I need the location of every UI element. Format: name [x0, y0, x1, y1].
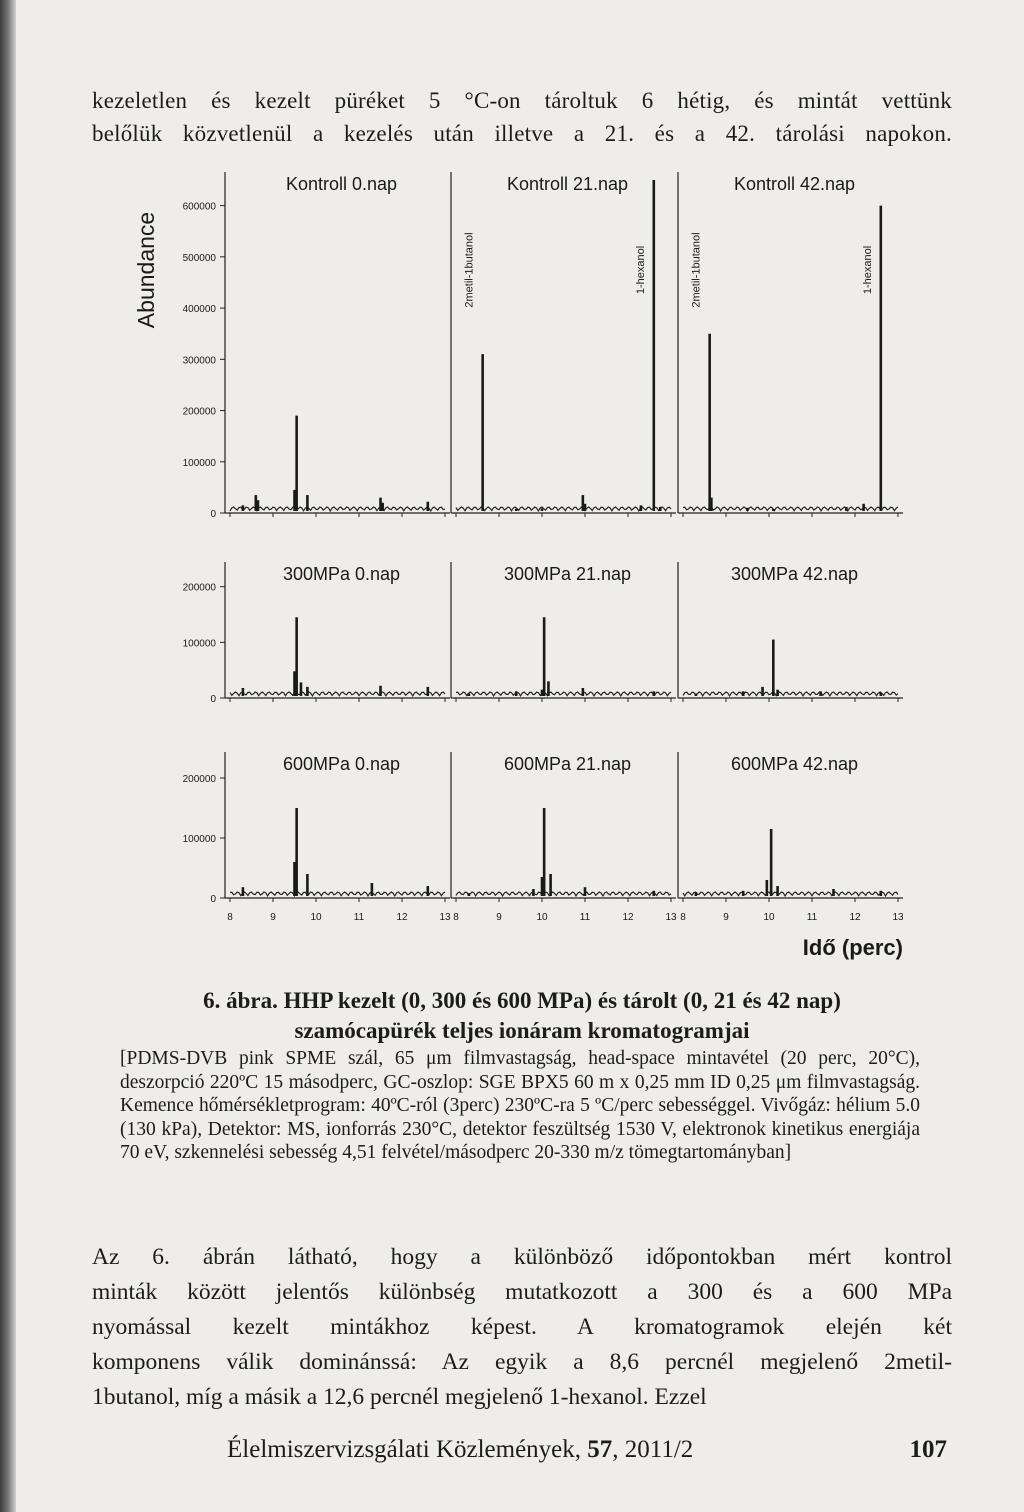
panel-title: 600MPa 0.nap [282, 754, 401, 774]
chromatogram-baseline [683, 507, 898, 511]
page-number: 107 [909, 1436, 947, 1463]
x-tick-label: 8 [227, 912, 233, 923]
y-tick-label: 600000 [182, 201, 216, 213]
chromatogram-baseline [230, 692, 445, 696]
peak-annotation: 2metil-1butanol [463, 232, 476, 308]
x-tick-label: 10 [310, 912, 322, 923]
x-tick-label: 13 [892, 912, 904, 923]
x-tick-label: 11 [579, 912, 591, 923]
x-tick-label: 10 [536, 912, 548, 923]
page-binding-edge [0, 0, 16, 1512]
figure-caption-body: [PDMS-DVB pink SPME szál, 65 μm filmvastagság, head-space mintavétel (20 perc, 20°C), deszorpció 220ºC 15 másodperc, GC-oszlop: SGE BPX5 60 m x 0,25 mm ID 0,25 μm filmvastagság. Kemence hőmérsékletprogram: 40ºC-ról (3perc) 230ºC-ra 5 ºC/perc sebességgel. Vivőgáz: hélium 5.0 (130 kPa), Detektor: MS, ionforrás 230°C, detektor feszültség 1530 V, elektronok kinetikus energiája 70 eV, szkennelési sebesség 4,51 felvétel/másodperc 20-330 m/z tömegtartományban] [120, 1048, 920, 1163]
y-tick-label: 0 [210, 694, 216, 705]
x-tick-label: 8 [453, 912, 459, 923]
x-tick-label: 12 [396, 912, 408, 923]
y-tick-label: 500000 [182, 252, 216, 264]
body-line: nyomással kezelt mintákhoz képest. A kromatogramok elején két [92, 1314, 952, 1340]
panel-title: 600MPa 42.nap [730, 754, 859, 774]
body-line: komponens válik dominánssá: Az egyik a 8,6 percnél megjelenő 2metil- [92, 1349, 952, 1375]
x-tick-label: 8 [680, 912, 686, 923]
peak-annotation: 1-hexanol [861, 245, 874, 295]
x-tick-label: 9 [496, 912, 502, 923]
panel-title: Kontroll 21.nap [506, 174, 629, 194]
journal-citation [227, 1436, 693, 1464]
x-tick-label: 12 [622, 912, 634, 923]
y-tick-label: 200000 [182, 406, 216, 418]
chromatogram-baseline [456, 892, 671, 896]
chromatogram-baseline [456, 507, 671, 511]
y-tick-label: 0 [210, 509, 216, 520]
caption-title-line: szamócapürék teljes ionáram kromatogramjai [294, 1018, 750, 1043]
body-line: 1butanol, míg a másik a 12,6 percnél megjelenő 1-hexanol. Ezzel [92, 1384, 707, 1410]
body-paragraph [92, 1240, 952, 1415]
intro-line: belőlük közvetlenül a kezelés után illetve a 21. és a 42. tárolási napokon. [92, 121, 952, 146]
y-tick-label: 300000 [182, 355, 216, 367]
y-tick-label: 200000 [182, 774, 216, 785]
figure-caption-title [92, 986, 952, 1046]
body-line: Az 6. ábrán látható, hogy a különböző időpontokban mért kontrol [92, 1244, 952, 1270]
body-line: minták között jelentős különbség mutatkozott a 300 és a 600 MPa [92, 1279, 952, 1305]
intro-line: kezeletlen és kezelt püréket 5 °C-on tároltuk 6 hétig, és mintát vettünk [92, 88, 952, 113]
x-tick-label: 11 [806, 912, 818, 923]
journal-issue: , 2011/2 [612, 1436, 694, 1463]
x-tick-label: 13 [665, 912, 677, 923]
chromatogram-baseline [230, 892, 445, 896]
y-tick-label: 0 [210, 894, 216, 905]
y-tick-label: 100000 [182, 457, 216, 469]
panel-title: Kontroll 42.nap [733, 174, 856, 194]
caption-title-line: 6. ábra. HHP kezelt (0, 300 és 600 MPa) és tárolt (0, 21 és 42 nap) [203, 988, 841, 1013]
y-axis-title: Abundance [133, 211, 159, 329]
y-tick-label: 100000 [182, 638, 216, 650]
x-tick-label: 11 [353, 912, 365, 923]
chromatogram-baseline [683, 892, 898, 896]
x-tick-label: 13 [439, 912, 451, 923]
chromatogram-baseline [683, 692, 898, 696]
x-tick-label: 12 [849, 912, 861, 923]
x-axis-title: Idő (perc) [802, 935, 903, 960]
intro-paragraph [92, 84, 952, 150]
panel-title: 600MPa 21.nap [503, 754, 632, 774]
peak-annotation: 2metil-1butanol [690, 232, 703, 308]
chromatogram-baseline [230, 507, 445, 511]
journal-name: Élelmiszervizsgálati Közlemények, [227, 1436, 588, 1463]
panel-title: 300MPa 0.nap [282, 564, 401, 584]
panel-title: Kontroll 0.nap [285, 174, 398, 194]
peak-annotation: 1-hexanol [634, 245, 647, 295]
journal-volume: 57 [587, 1436, 613, 1463]
chromatogram-figure [130, 160, 920, 980]
panel-title: 300MPa 21.nap [503, 564, 632, 584]
x-tick-label: 9 [723, 912, 729, 923]
y-tick-label: 400000 [182, 304, 216, 316]
x-tick-label: 10 [763, 912, 775, 923]
chromatogram-baseline [456, 692, 671, 696]
x-tick-label: 9 [270, 912, 276, 923]
y-tick-label: 200000 [182, 582, 216, 594]
y-tick-label: 100000 [182, 834, 216, 845]
panel-title: 300MPa 42.nap [730, 564, 859, 584]
